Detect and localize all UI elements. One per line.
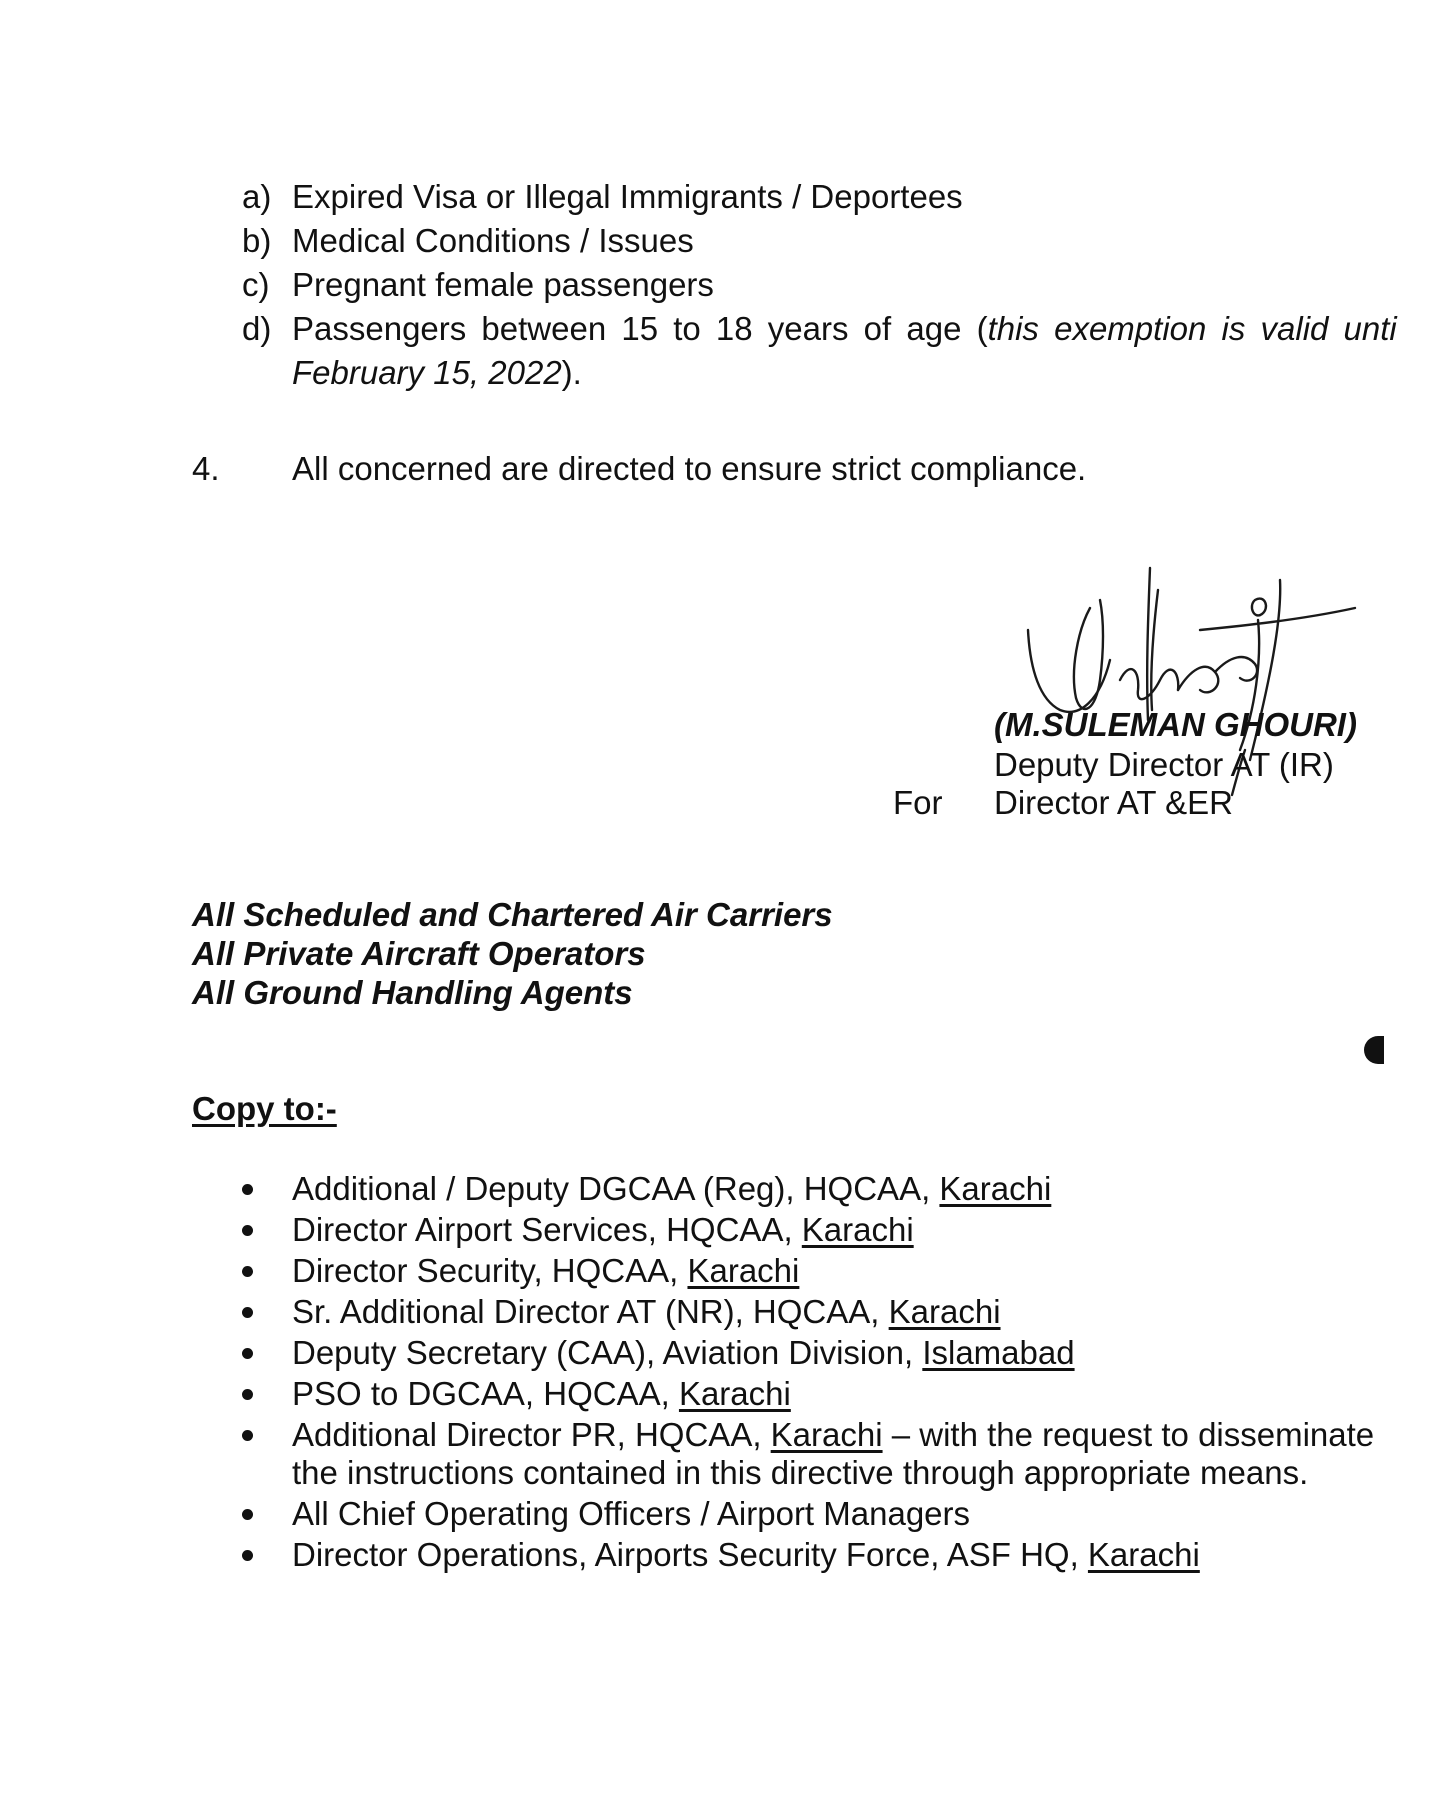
list-item-label: Additional / Deputy DGCAA (Reg), HQCAA, <box>292 1170 940 1207</box>
exemption-marker: c) <box>242 266 270 303</box>
bullet-icon <box>242 1430 253 1441</box>
exemption-text: Pregnant female passengers <box>292 266 714 303</box>
list-item-city: Karachi <box>678 1375 791 1412</box>
list-item-city: Islamabad <box>922 1334 1075 1371</box>
list-item-text <box>292 1170 1051 1208</box>
bullet-icon <box>242 1509 253 1520</box>
list-item-after: – with the request to disseminate <box>882 1416 1375 1453</box>
exemption-text <box>292 310 1397 348</box>
exemption-item <box>242 222 1382 266</box>
exemption-text: Medical Conditions / Issues <box>292 222 694 259</box>
list-item-label: Additional Director PR, HQCAA, <box>292 1416 771 1453</box>
paragraph-text: All concerned are directed to ensure strict compliance. <box>292 450 1087 487</box>
list-item <box>242 1536 1382 1576</box>
copy-to-heading: Copy to:- <box>192 1090 337 1127</box>
list-item-text <box>292 1416 1382 1492</box>
list-item <box>242 1252 1382 1292</box>
addressee: All Private Aircraft Operators <box>192 935 646 972</box>
exemption-text-main: Passengers between 15 to 18 years of age ( <box>292 310 988 347</box>
bullet-icon <box>242 1266 253 1277</box>
list-item-label: Director Operations, Airports Security Force, ASF HQ, <box>292 1536 1088 1573</box>
exemption-marker: d) <box>242 310 272 347</box>
list-item <box>242 1495 1382 1535</box>
bullet-icon <box>242 1389 253 1400</box>
list-item-city: Karachi <box>1087 1536 1200 1573</box>
exemption-item <box>242 266 1382 310</box>
copy-to-list <box>242 1170 1382 1577</box>
addressee: All Ground Handling Agents <box>192 974 633 1011</box>
exemption-marker: b) <box>242 222 272 259</box>
bullet-icon <box>242 1225 253 1236</box>
list-item <box>242 1375 1382 1415</box>
list-item-label: Deputy Secretary (CAA), Aviation Division, <box>292 1334 923 1371</box>
list-item <box>242 1334 1382 1374</box>
list-item-label: Director Airport Services, HQCAA, <box>292 1211 802 1248</box>
bullet-icon <box>242 1348 253 1359</box>
list-item <box>242 1293 1382 1333</box>
exemption-end: ). <box>561 354 582 391</box>
list-item-text <box>292 1293 1001 1331</box>
signatory-title: Deputy Director AT (IR) <box>994 746 1334 783</box>
list-item-continuation: the instructions contained in this directive through appropriate means. <box>292 1453 1309 1491</box>
list-item-text <box>292 1375 791 1413</box>
list-item-city: Karachi <box>888 1293 1001 1330</box>
bullet-icon <box>242 1550 253 1561</box>
exemption-list <box>242 178 1397 398</box>
exemption-item <box>242 178 1382 222</box>
list-item-text <box>292 1252 799 1290</box>
list-item-city: Karachi <box>939 1170 1052 1207</box>
list-item-city: Karachi <box>687 1252 800 1289</box>
exemption-text: Expired Visa or Illegal Immigrants / Deportees <box>292 178 963 215</box>
exemption-continuation <box>292 354 582 392</box>
signatory-for: For <box>893 784 943 821</box>
exemption-item <box>242 310 1397 398</box>
exemption-marker: a) <box>242 178 272 215</box>
list-item-text <box>292 1536 1200 1574</box>
addressee: All Scheduled and Chartered Air Carriers <box>192 896 833 933</box>
list-item <box>242 1416 1382 1494</box>
list-item-city: Karachi <box>770 1416 883 1453</box>
list-item <box>242 1170 1382 1210</box>
bullet-icon <box>242 1307 253 1318</box>
list-item-text <box>292 1495 970 1533</box>
list-item-text <box>292 1334 1075 1372</box>
bullet-icon <box>242 1184 253 1195</box>
signatory-director: Director AT &ER <box>994 784 1234 821</box>
list-item-label: Director Security, HQCAA, <box>292 1252 688 1289</box>
list-item-text <box>292 1211 914 1249</box>
signatory-name: (M.SULEMAN GHOURI) <box>994 706 1357 743</box>
list-item <box>242 1211 1382 1251</box>
paragraph-number: 4. <box>192 450 220 487</box>
list-item-label: All Chief Operating Officers / Airport Managers <box>292 1495 971 1532</box>
list-item-label: Sr. Additional Director AT (NR), HQCAA, <box>292 1293 889 1330</box>
list-item-label: PSO to DGCAA, HQCAA, <box>292 1375 679 1412</box>
exemption-date: February 15, 2022 <box>292 354 562 391</box>
list-item-city: Karachi <box>801 1211 914 1248</box>
exemption-text-italic: this exemption is valid unti <box>987 310 1397 347</box>
addressee-list <box>192 896 833 1013</box>
scan-mark <box>1364 1036 1384 1064</box>
